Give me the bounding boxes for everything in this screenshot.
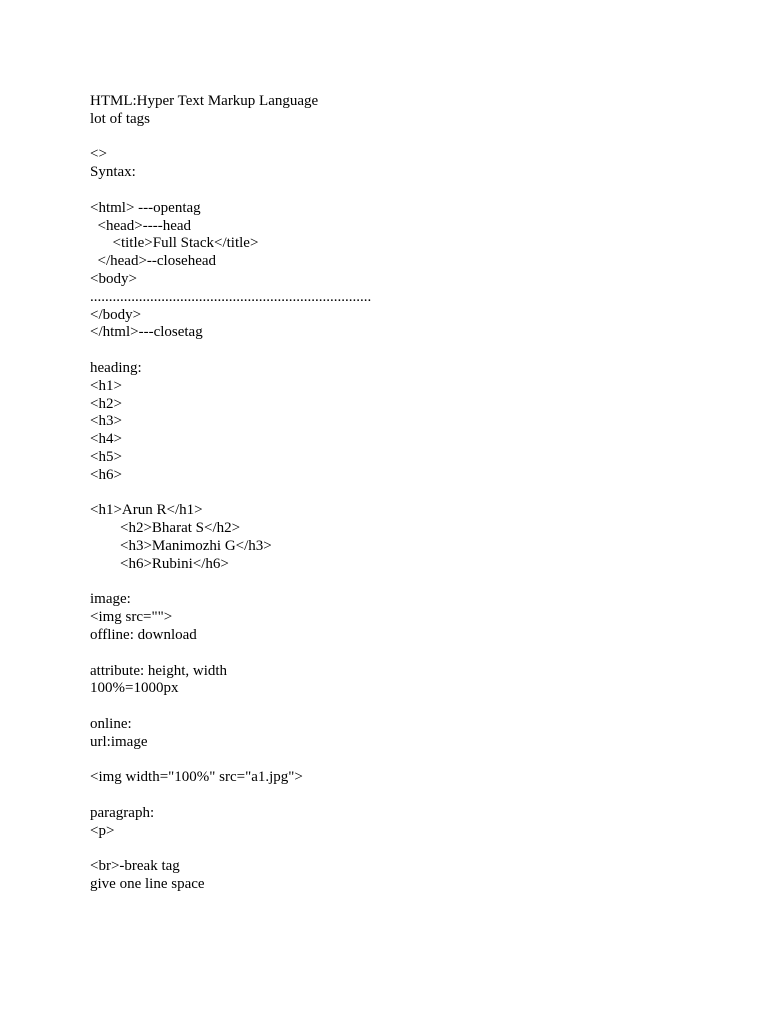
blank-line <box>90 485 730 503</box>
blank-line <box>90 182 730 200</box>
text-line: image: <box>90 591 131 608</box>
text-line: <head>----head <box>90 217 192 234</box>
text-line: <h1> <box>90 377 122 394</box>
text-line: Syntax: <box>90 164 136 181</box>
text-line: <title>Full Stack</title> <box>90 235 259 252</box>
text-line: </head>--closehead <box>90 253 217 270</box>
text-line: <h2>Bharat S</h2> <box>90 520 241 537</box>
blank-line <box>90 751 730 769</box>
text-line: <h2> <box>90 395 122 412</box>
blank-line <box>90 129 730 147</box>
text-line: paragraph: <box>90 804 155 821</box>
text-line: url:image <box>90 733 148 750</box>
text-line: <h4> <box>90 431 122 448</box>
text-line: <img src=""> <box>90 609 173 626</box>
text-line: <h3>Manimozhi G</h3> <box>90 537 272 554</box>
text-line: 100%=1000px <box>90 680 179 697</box>
text-line: heading: <box>90 359 142 376</box>
dotted-line: ........................................................................... <box>90 288 372 305</box>
text-line: <h3> <box>90 413 122 430</box>
text-line: </body> <box>90 306 142 323</box>
text-line: <h6>Rubini</h6> <box>90 555 229 572</box>
blank-line <box>90 645 730 663</box>
text-line: <img width="100%" src="a1.jpg"> <box>90 769 303 786</box>
text-line: offline: download <box>90 626 197 643</box>
text-line: </html>---closetag <box>90 324 203 341</box>
text-line: <body> <box>90 270 137 287</box>
text-line: <html> ---opentag <box>90 199 201 216</box>
text-line: give one line space <box>90 876 205 893</box>
text-line: online: <box>90 715 132 732</box>
text-line: <h1>Arun R</h1> <box>90 502 203 519</box>
blank-line <box>90 698 730 716</box>
text-line: <h5> <box>90 448 122 465</box>
document-body <box>90 93 730 894</box>
text-line: <> <box>90 146 107 163</box>
text-line: attribute: height, width <box>90 662 228 679</box>
text-line: <h6> <box>90 466 122 483</box>
text-line: <br>-break tag <box>90 858 180 875</box>
blank-line <box>90 787 730 805</box>
text-line: <p> <box>90 822 115 839</box>
blank-line <box>90 342 730 360</box>
text-line: lot of tags <box>90 110 150 127</box>
blank-line <box>90 840 730 858</box>
blank-line <box>90 574 730 592</box>
text-line: HTML:Hyper Text Markup Language <box>90 93 319 109</box>
